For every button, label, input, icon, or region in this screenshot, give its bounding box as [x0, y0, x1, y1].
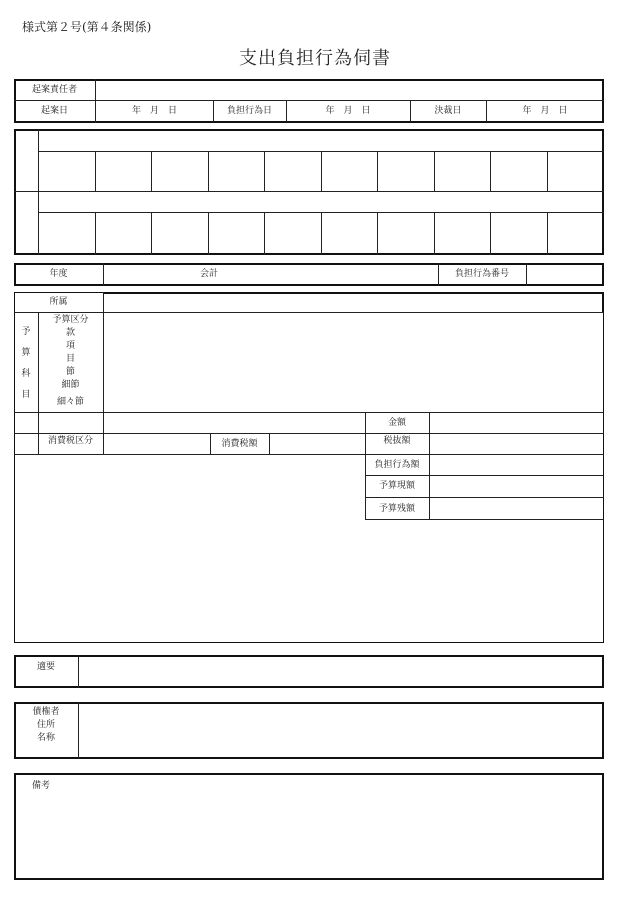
budget-item-label: 目 [65, 354, 75, 364]
creditor-label: 債権者 [32, 707, 60, 717]
tax-amount-field[interactable] [270, 434, 364, 453]
approval-seal-cell[interactable] [322, 152, 377, 191]
budget-item-label: 項 [65, 341, 75, 351]
approval-seal-cell[interactable] [322, 213, 377, 253]
excl-tax-label: 税抜額 [383, 436, 411, 446]
budget-side-char: 科 [21, 369, 31, 379]
approval-seal-cell[interactable] [209, 152, 264, 191]
commit-date-label: 負担行為日 [226, 106, 272, 116]
current-budget-field[interactable] [430, 476, 602, 496]
draft-date-label: 起案日 [40, 106, 68, 116]
decision-date-field[interactable]: 年 月 日 [522, 106, 568, 116]
creditor-address-label: 住所 [36, 720, 55, 730]
amount-field[interactable] [430, 413, 602, 432]
creditor-name-label: 名称 [36, 733, 55, 743]
form-number: 様式第２号(第４条関係) [22, 20, 152, 34]
approval-seal-cell[interactable] [378, 152, 434, 191]
remarks-field[interactable] [16, 795, 602, 878]
decision-date-label: 決裁日 [434, 106, 462, 116]
budget-item-label: 予算区分 [52, 315, 89, 325]
tax-amount-label: 消費税額 [221, 439, 258, 449]
account-label: 会計 [200, 269, 219, 279]
remarks-label: 備考 [32, 781, 51, 791]
budget-extra-field[interactable] [104, 413, 364, 432]
responsible-field[interactable] [96, 81, 602, 99]
approval-seal-cell[interactable] [152, 213, 208, 253]
budget-side-char: 予 [21, 327, 31, 337]
approval-seal-cell[interactable] [152, 152, 208, 191]
department-field[interactable] [104, 294, 602, 312]
summary-field[interactable] [79, 657, 602, 686]
approval-seal-cell[interactable] [96, 152, 151, 191]
account-field[interactable] [230, 265, 436, 284]
current-budget-label: 予算現額 [378, 481, 415, 491]
creditor-field[interactable] [79, 704, 602, 757]
budget-items-field[interactable] [104, 313, 602, 411]
commit-amount-field[interactable] [430, 455, 602, 474]
approval-seal-cell[interactable] [39, 213, 95, 253]
budget-item-label: 細節 [61, 380, 80, 390]
excl-tax-field[interactable] [430, 434, 602, 453]
responsible-label: 起案責任者 [31, 85, 77, 95]
page-title: 支出負担行為伺書 [239, 48, 391, 69]
department-label: 所属 [49, 297, 68, 307]
approval-seal-cell[interactable] [548, 213, 602, 253]
approval-seal-cell[interactable] [39, 152, 95, 191]
fiscal-year-label: 年度 [49, 269, 68, 279]
tax-class-field[interactable] [104, 434, 209, 453]
approval-seal-cell[interactable] [265, 152, 321, 191]
draft-date-field[interactable]: 年 月 日 [131, 106, 177, 116]
budget-side-char: 算 [21, 348, 31, 358]
remaining-budget-label: 予算残額 [378, 504, 415, 514]
remaining-budget-field[interactable] [430, 498, 602, 518]
approval-seal-cell[interactable] [96, 213, 151, 253]
approval-seal-cell[interactable] [209, 213, 264, 253]
budget-side-char: 目 [21, 390, 31, 400]
amount-label: 金額 [387, 418, 406, 428]
budget-item-label: 款 [65, 328, 75, 338]
commit-number-label: 負担行為番号 [454, 269, 509, 279]
tax-class-label: 消費税区分 [47, 436, 93, 446]
budget-item-label: 細々節 [56, 397, 84, 407]
approval-seal-cell[interactable] [548, 152, 602, 191]
commit-amount-label: 負担行為額 [374, 460, 420, 470]
approval-seal-cell[interactable] [435, 152, 490, 191]
approval-seal-cell[interactable] [491, 213, 547, 253]
commit-number-field[interactable] [527, 265, 602, 284]
commit-date-field[interactable]: 年 月 日 [325, 106, 371, 116]
fiscal-year-field[interactable] [104, 265, 194, 284]
approval-seal-cell[interactable] [265, 213, 321, 253]
summary-label: 適要 [36, 662, 55, 672]
approval-seal-cell[interactable] [378, 213, 434, 253]
approval-seal-cell[interactable] [491, 152, 547, 191]
approval-seal-cell[interactable] [435, 213, 490, 253]
budget-item-label: 節 [65, 367, 75, 377]
